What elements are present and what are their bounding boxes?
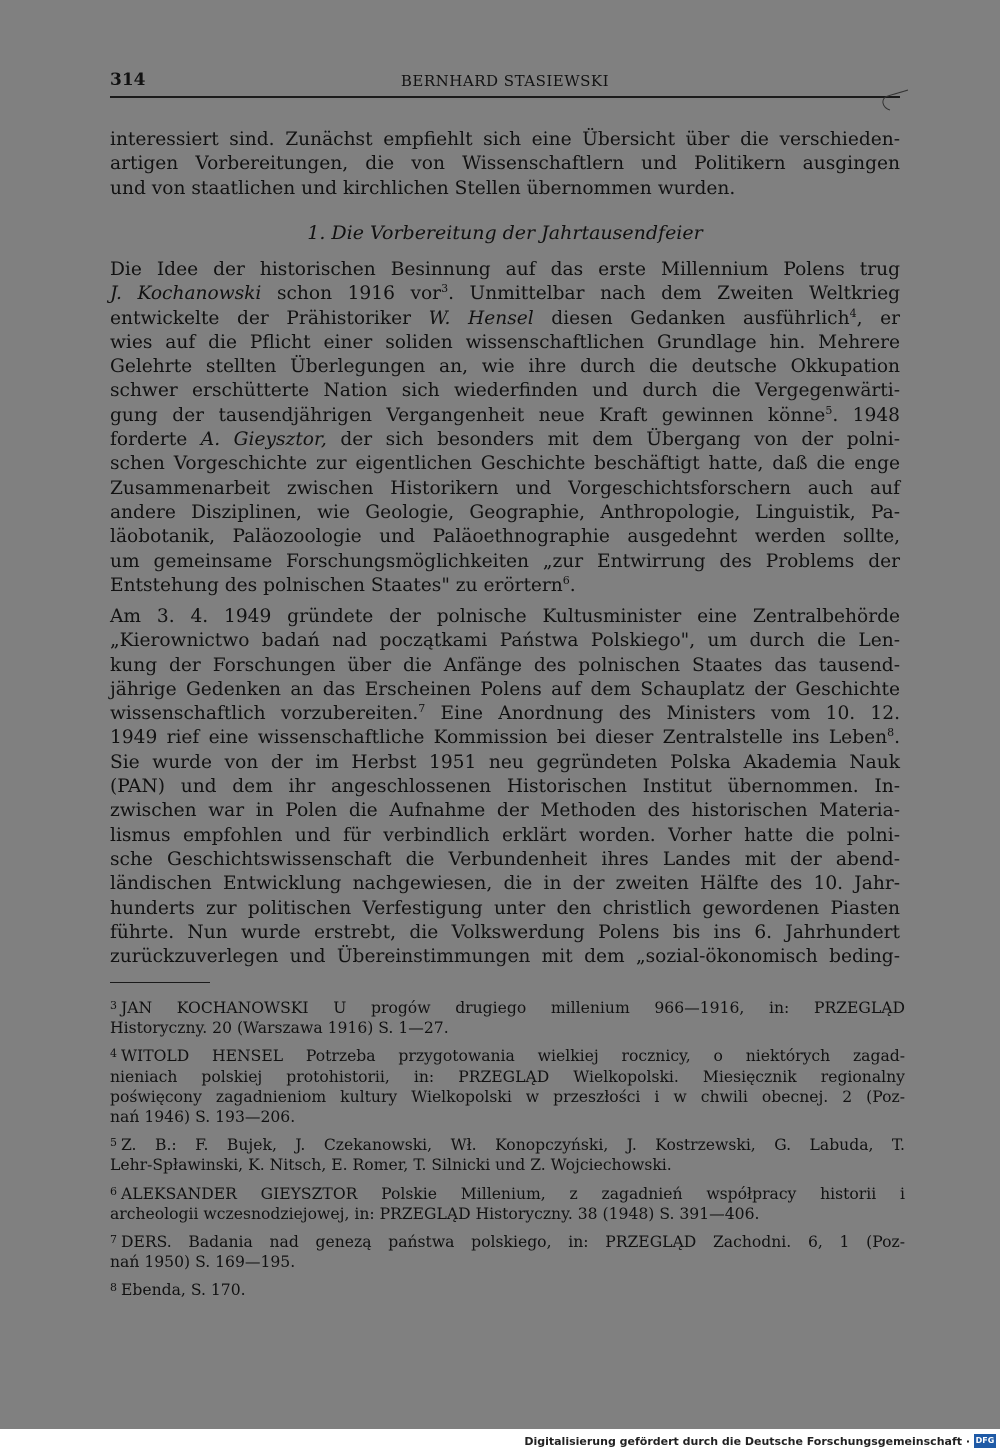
text-line (110, 872, 900, 896)
text-line (110, 477, 900, 501)
text-segment: schwer erschütterte Nation sich wiederfinden und durch die Vergegenwärti- (110, 380, 900, 402)
running-head: BERNHARD STASIEWSKI (400, 72, 610, 90)
footnote-number: 6 (110, 1184, 117, 1198)
text-line (110, 726, 900, 750)
footnote-text: ALEKSANDER GIEYSZTOR Polskie Millenium, z zagadnień współpracy historii i (121, 1184, 905, 1203)
text-segment: . 1948 (832, 404, 900, 426)
footnote-ref: 6 (562, 573, 570, 587)
footnote (110, 1230, 905, 1272)
footnote-number: 7 (110, 1233, 117, 1247)
text-line (110, 897, 900, 921)
text-line (110, 379, 900, 403)
text-line (110, 282, 900, 306)
footnote-text: nań 1950) S. 169—195. (110, 1253, 296, 1272)
text-segment: , er (856, 307, 900, 329)
text-line (110, 550, 900, 574)
text-segment: andere Disziplinen, wie Geologie, Geographie, Anthropologie, Linguistik, Pa- (110, 501, 900, 523)
text-line (110, 574, 900, 598)
text-line (110, 751, 900, 775)
text-line (110, 355, 900, 379)
text-segment: entwickelte der Prähistoriker (110, 307, 429, 329)
footnote-line (110, 1278, 905, 1300)
footnote-line (110, 1182, 905, 1204)
text-segment: Entstehung des polnischen Staates" zu erörtern (110, 574, 563, 596)
footnote (110, 996, 905, 1038)
text-segment: Am 3. 4. 1949 gründete der polnische Kultusminister eine Zentralbehörde (110, 606, 900, 627)
text-segment: zwischen war in Polen die Aufnahme der Methoden des historischen Materia- (110, 800, 900, 822)
text-segment: Sie wurde von der im Herbst 1951 neu gegründeten Polska Akademia Nauk (110, 751, 900, 773)
footnote-text: DERS. Badania nad genezą państwa polskiego, in: PRZEGLĄD Zachodni. 6, 1 (Poz- (121, 1233, 905, 1252)
text-line (110, 945, 900, 969)
footnote-line (110, 1107, 905, 1127)
footnote-line (110, 1230, 905, 1252)
text-segment: Die Idee der historischen Besinnung auf das erste Millennium Polens trug (110, 259, 900, 280)
body-paragraph-2 (110, 605, 900, 969)
text-segment: lismus empfohlen und für verbindlich erklärt worden. Vorher hatte die polni- (110, 824, 900, 846)
text-line (110, 629, 900, 653)
text-segment: läobotanik, Paläozoologie und Paläoethnographie ausgedehnt werden sollte, (110, 526, 900, 548)
footnote-text: Ebenda, S. 170. (121, 1281, 246, 1300)
text-segment: schon 1916 vor (261, 283, 442, 305)
text-segment: kung der Forschungen über die Anfänge des polnischen Staates das tausend- (110, 654, 900, 676)
text-segment: wies auf die Pflicht einer soliden wissenschaftlichen Grundlage hin. Mehrere (110, 331, 900, 353)
footnote-line (110, 1018, 905, 1038)
text-segment: . (894, 727, 900, 749)
text-segment: schen Vorgeschichte zur eigentlichen Geschichte beschäftigt hatte, daß die enge (110, 453, 900, 475)
footnote-line (110, 996, 905, 1018)
text-segment: führte. Nun wurde erstrebt, die Volkswerdung Polens bis ins 6. Jahrhundert (110, 921, 900, 943)
text-segment: um gemeinsame Forschungsmöglichkeiten „zur Entwirrung des Problems der (110, 550, 900, 572)
text-segment: . Unmittelbar nach dem Zweiten Weltkrieg (448, 283, 900, 305)
text-line (110, 824, 900, 848)
text-line (110, 258, 900, 282)
text-line (110, 799, 900, 823)
text-segment: Zusammenarbeit zwischen Historikern und Vorgeschichtsforschern auch auf (110, 477, 900, 499)
text-segment: (PAN) und dem ihr angeschlossenen Historischen Institut übernommen. In- (110, 776, 900, 798)
intro-paragraph (110, 128, 900, 201)
footnote-text: poświęcony zagadnieniom kultury Wielkopolski w przeszłości i w chwili obecnej. 2 (Poz- (110, 1087, 905, 1106)
body-paragraph-1 (110, 258, 900, 598)
footnote-number: 3 (110, 999, 117, 1012)
text-line: artigen Vorbereitungen, die von Wissenschaftlern und Politikern ausgingen (110, 153, 900, 175)
page-header (110, 70, 900, 98)
text-line (110, 525, 900, 549)
page-number: 314 (110, 70, 146, 90)
text-segment: der sich besonders mit dem Übergang von der polni- (326, 429, 900, 451)
text-line (110, 307, 900, 331)
footnote-text: archeologii wczesnodziejowej, in: PRZEGLĄD Historyczny. 38 (1948) S. 391—406. (110, 1204, 760, 1223)
footnote-ref: 3 (441, 282, 449, 296)
footnote-number: 4 (110, 1047, 117, 1061)
text-line (110, 331, 900, 355)
footnote-text: JAN KOCHANOWSKI U progów drugiego millenium 966—1916, in: PRZEGLĄD (121, 999, 905, 1017)
author-name: W. Hensel (428, 307, 534, 329)
text-line (110, 678, 900, 702)
footnote-text: WITOLD HENSEL Potrzeba przygotowania wielkiej rocznicy, o niektórych zagad- (121, 1047, 905, 1066)
footnote-text: Historyczny. 20 (Warszawa 1916) S. 1—27. (110, 1019, 449, 1038)
author-name: A. Gieysztor, (200, 429, 327, 451)
text-line (110, 654, 900, 678)
pencil-mark-icon (870, 88, 910, 118)
footnote-number: 8 (110, 1281, 117, 1295)
footnote-text: Lehr-Spławinski, K. Nitsch, E. Romer, T. Silnicki und Z. Wojciechowski. (110, 1156, 672, 1175)
text-line (110, 428, 900, 452)
text-segment: Gelehrte stellten Überlegungen an, wie ihre durch die deutsche Okkupation (110, 356, 900, 378)
text-segment: Eine Anordnung des Ministers vom 10. 12. (425, 703, 900, 725)
footnote-text: Z. B.: F. Bujek, J. Czekanowski, Wł. Konopczyński, J. Kostrzewski, G. Labuda, T. (121, 1136, 905, 1155)
text-line (110, 702, 900, 726)
text-line (110, 848, 900, 872)
footnote-ref: 8 (887, 726, 895, 740)
text-line (110, 404, 900, 428)
text-segment: diesen Gedanken ausführlich (533, 307, 850, 329)
funding-text: Digitalisierung gefördert durch die Deutsche Forschungsgemeinschaft · (524, 1435, 970, 1448)
text-segment: . (569, 574, 576, 596)
text-segment: hunderts zur politischen Verfestigung unter den christlich gewordenen Piasten (110, 897, 900, 919)
footnote-rule (110, 982, 210, 983)
footnote-ref: 4 (849, 306, 857, 320)
footer-bar (0, 1429, 1000, 1451)
footnote-text: nań 1946) S. 193—206. (110, 1108, 296, 1127)
footnote (110, 1182, 905, 1224)
text-segment: wissenschaftlich vorzubereiten. (110, 703, 419, 725)
footnotes (110, 996, 905, 1307)
footnote-line (110, 1204, 905, 1224)
footnote-line (110, 1252, 905, 1272)
footnote-line (110, 1067, 905, 1087)
footnote (110, 1278, 905, 1300)
text-segment: „Kierownictwo badań nad początkami Państwa Polskiego", um durch die Len- (110, 630, 900, 652)
text-line (110, 775, 900, 799)
text-segment: zurückzuverlegen und Übereinstimmungen mit dem „sozial-ökonomisch beding- (110, 946, 900, 968)
text-line (110, 501, 900, 525)
text-segment: 1949 rief eine wissenschaftliche Kommission bei dieser Zentralstelle ins Leben (110, 727, 888, 749)
text-segment: forderte (110, 429, 201, 451)
footnote-ref: 5 (825, 403, 833, 417)
text-line (110, 605, 900, 629)
text-line (110, 921, 900, 945)
footnote-text: nieniach polskiej protohistorii, in: PRZEGLĄD Wielkopolski. Miesięcznik regionalny (110, 1067, 905, 1086)
text-segment: gung der tausendjährigen Vergangenheit neue Kraft gewinnen könne (110, 404, 826, 426)
footnote-line (110, 1155, 905, 1175)
footnote-line (110, 1044, 905, 1066)
text-line: und von staatlichen und kirchlichen Stellen übernommen wurden. (110, 177, 736, 199)
footnote (110, 1133, 905, 1175)
text-line (110, 452, 900, 476)
footnote-line (110, 1133, 905, 1155)
footnote-number: 5 (110, 1136, 117, 1150)
text-line: interessiert sind. Zunächst empfiehlt sich eine Übersicht über die verschieden- (110, 129, 900, 150)
footnote (110, 1044, 905, 1127)
dfg-logo: DFG (974, 1434, 996, 1448)
text-segment: ländischen Entwicklung nachgewiesen, die in der zweiten Hälfte des 10. Jahr- (110, 873, 900, 895)
section-heading: 1. Die Vorbereitung der Jahrtausendfeier (307, 222, 703, 244)
footnote-line (110, 1087, 905, 1107)
text-segment: sche Geschichtswissenschaft die Verbundenheit ihres Landes mit der abend- (110, 848, 900, 870)
footnote-ref: 7 (418, 702, 426, 716)
author-name: J. Kochanowski (110, 283, 262, 305)
text-segment: jährige Gedenken an das Erscheinen Polens auf dem Schauplatz der Geschichte (110, 678, 900, 700)
